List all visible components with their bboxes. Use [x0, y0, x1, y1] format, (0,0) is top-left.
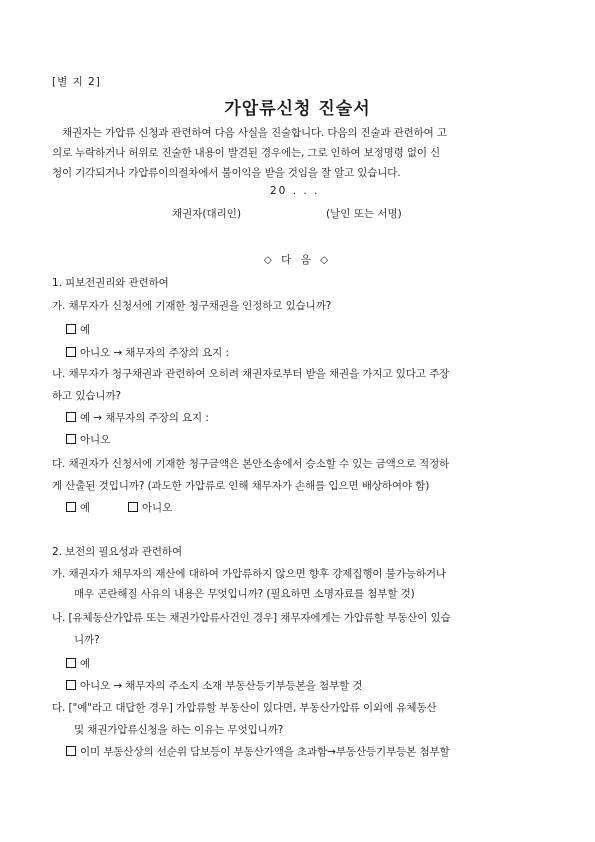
checkbox[interactable]: [66, 412, 76, 422]
option-label: 아니오: [80, 434, 111, 446]
intro-paragraph: [52, 120, 544, 186]
section1-question-c-line1: 다. 채권자가 신청서에 기재한 청구금액은 본안소송에서 승소할 수 있는 금액으로 적정하: [52, 458, 450, 470]
checkbox[interactable]: [66, 434, 76, 444]
section2-title: 2. 보전의 필요성과 관련하여: [52, 546, 183, 558]
option-label: 아니오 → 채무자의 주소지 소재 부동산등기부등본을 첨부할 것: [80, 680, 363, 692]
annex-label: [별 지 2]: [52, 76, 101, 88]
checkbox[interactable]: [66, 324, 76, 334]
option-label: 예 → 채무자의 주장의 요지 :: [80, 412, 209, 424]
checkbox[interactable]: [66, 658, 76, 668]
intro-line-1: 채권자는 가압류 신청과 관련하여 다음 사실을 진술합니다. 다음의 진술과 관련하여 고: [62, 127, 447, 139]
section2-question-a-line2: 매우 곤란해질 사유의 내용은 무엇입니까? (필요하면 소명자료를 첨부할 것): [74, 588, 415, 600]
option-label: 이미 부동산상의 선순위 담보등이 부동산가액을 초과함→부동산등기부등본 첨부할: [80, 746, 450, 758]
section-heading: ◇ 다 음 ◇: [263, 254, 332, 266]
checkbox[interactable]: [66, 746, 76, 756]
section1-question-b-line2: 하고 있습니까?: [52, 390, 121, 402]
option-label: 예: [80, 324, 91, 336]
section1-c-no-option[interactable]: [128, 500, 172, 515]
section1-question-a: 가. 채무자가 신청서에 기재한 청구채권을 인정하고 있습니까?: [52, 300, 332, 312]
section1-title: 1. 피보전권리와 관련하여: [52, 277, 169, 289]
checkbox[interactable]: [128, 502, 138, 512]
date-field: 20 . . .: [270, 185, 320, 197]
section1-a-yes-option[interactable]: [66, 322, 90, 337]
option-label: 예: [80, 502, 91, 514]
section1-b-no-option[interactable]: [66, 432, 110, 447]
seal-label: (날인 또는 서명): [326, 208, 402, 220]
section1-a-no-option[interactable]: [66, 345, 229, 360]
section1-c-yes-option[interactable]: [66, 500, 90, 515]
section1-question-c-line2: 게 산출된 것입니까? (과도한 가압류로 인해 채무자가 손해를 입으면 배상하여야 함): [52, 480, 430, 492]
section2-question-c-line2: 및 채권가압류신청을 하는 이유는 무엇입니까?: [74, 724, 284, 736]
checkbox[interactable]: [66, 502, 76, 512]
creditor-label: 채권자(대리인): [172, 208, 242, 220]
option-label: 예: [80, 658, 91, 670]
intro-line-3: 청이 기각되거나 가압류이의절차에서 불이익을 받을 것임을 잘 알고 있습니다.: [52, 167, 401, 179]
intro-line-2: 의로 누락하거나 허위로 진술한 내용이 발견된 경우에는, 그로 인하여 보정명령 없이 신: [52, 147, 441, 159]
section2-question-b-line2: 니까?: [74, 634, 100, 646]
section2-b-no-option[interactable]: [66, 678, 362, 693]
section2-question-a-line1: 가. 채권자가 채무자의 재산에 대하여 가압류하지 않으면 향후 강제집행이 불가능하거나: [52, 568, 446, 580]
section2-question-b-line1: 나. [유체동산가압류 또는 채권가압류사건인 경우] 채무자에게는 가압류할 부동산이 있습: [52, 612, 451, 624]
section2-c-option-1[interactable]: [66, 744, 450, 759]
section1-question-b-line1: 나. 채무자가 청구채권과 관련하여 오히려 채권자로부터 받을 채권을 가지고 있다고 주장: [52, 368, 450, 380]
section2-b-yes-option[interactable]: [66, 656, 90, 671]
option-label: 아니오: [142, 502, 173, 514]
page-title: 가압류신청 진술서: [224, 99, 371, 119]
section2-question-c-line1: 다. ["예"라고 대답한 경우] 가압류할 부동산이 있다면, 부동산가압류 이외에 유체동산: [52, 702, 437, 714]
checkbox[interactable]: [66, 347, 76, 357]
section1-b-yes-option[interactable]: [66, 410, 209, 425]
option-label: 아니오 → 채무자의 주장의 요지 :: [80, 347, 229, 359]
checkbox[interactable]: [66, 680, 76, 690]
